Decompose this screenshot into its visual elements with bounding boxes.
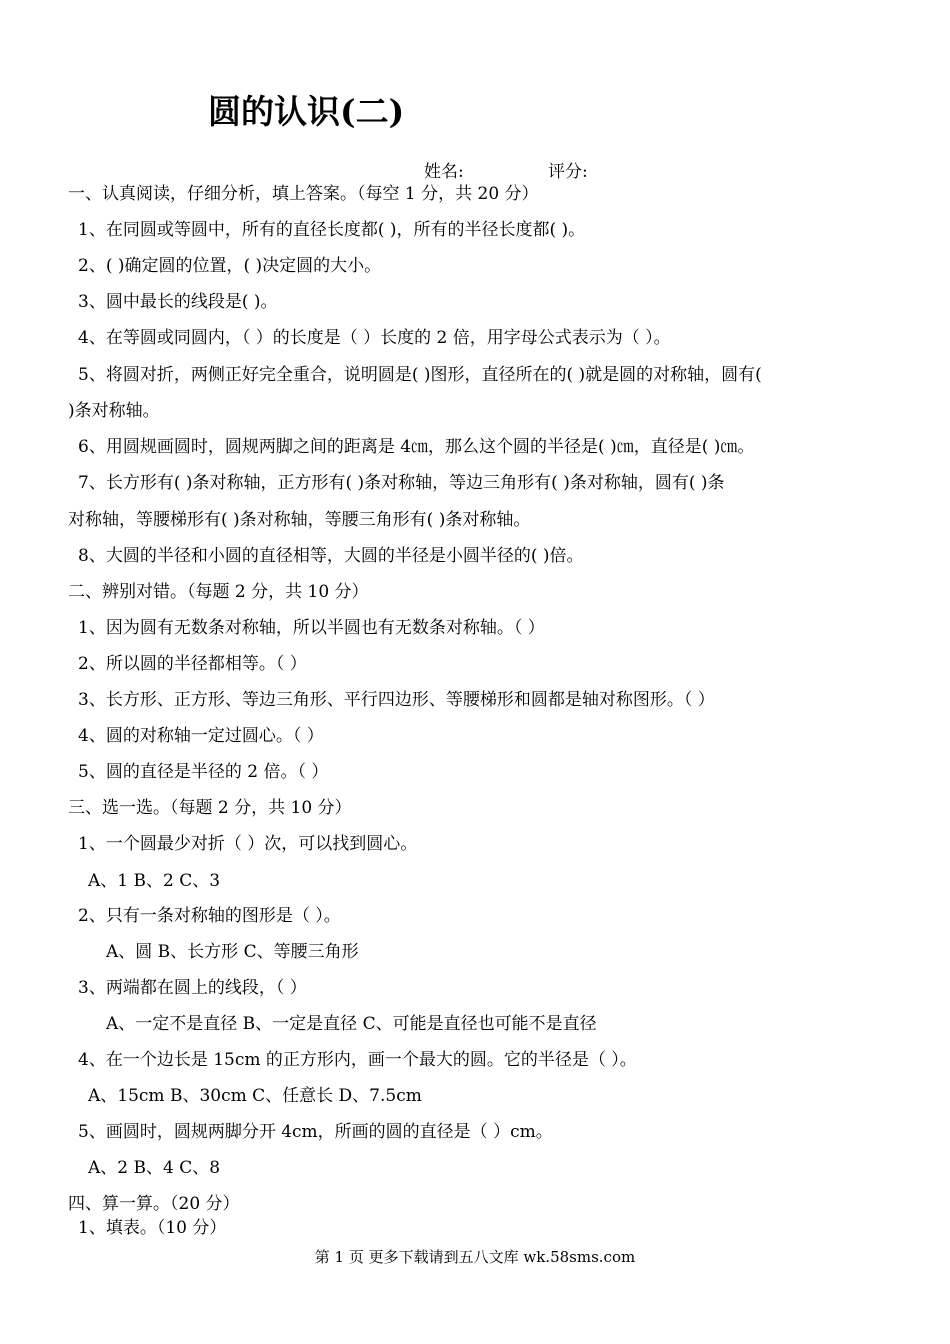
s1-question-7-line2: 对称轴，等腰梯形有( )条对称轴，等腰三角形有( )条对称轴。 bbox=[68, 510, 531, 530]
s1-question-5-line2: )条对称轴。 bbox=[68, 401, 160, 421]
section1-heading: 一、认真阅读，仔细分析，填上答案。（每空 1 分，共 20 分） bbox=[68, 184, 539, 204]
score-label: 评分: bbox=[548, 162, 588, 182]
s1-question-5-line1: 5、将圆对折，两侧正好完全重合，说明圆是( )图形，直径所在的( )就是圆的对称轴，圆有( bbox=[78, 365, 762, 385]
s3-question-1: 1、一个圆最少对折（ ）次，可以找到圆心。 bbox=[78, 834, 418, 854]
s3-question-4: 4、在一个边长是 15cm 的正方形内，画一个最大的圆。它的半径是（ ）。 bbox=[78, 1050, 637, 1070]
s2-question-3: 3、长方形、正方形、等边三角形、平行四边形、等腰梯形和圆都是轴对称图形。（ ） bbox=[78, 690, 715, 710]
s1-question-7-line1: 7、长方形有( )条对称轴，正方形有( )条对称轴，等边三角形有( )条对称轴，圆有( )条 bbox=[78, 473, 725, 493]
page-title: 圆的认识(二) bbox=[208, 92, 405, 131]
s1-question-8: 8、大圆的半径和小圆的直径相等，大圆的半径是小圆半径的( )倍。 bbox=[78, 546, 584, 566]
s4-question-1: 1、填表。（10 分） bbox=[78, 1218, 227, 1238]
s3-question-5-options: A、2 B、4 C、8 bbox=[88, 1158, 221, 1178]
s3-question-2-options: A、圆 B、长方形 C、等腰三角形 bbox=[106, 942, 359, 962]
section4-heading: 四、算一算。（20 分） bbox=[68, 1194, 240, 1214]
s1-question-3: 3、圆中最长的线段是( )。 bbox=[78, 292, 278, 312]
s1-question-2: 2、( )确定圆的位置，( )决定圆的大小。 bbox=[78, 256, 382, 276]
s3-question-3: 3、两端都在圆上的线段，（ ） bbox=[78, 978, 307, 998]
s1-question-6: 6、用圆规画圆时，圆规两脚之间的距离是 4㎝，那么这个圆的半径是( )㎝，直径是( )㎝。 bbox=[78, 437, 755, 457]
s2-question-5: 5、圆的直径是半径的 2 倍。（ ） bbox=[78, 762, 329, 782]
s2-question-2: 2、所以圆的半径都相等。（ ） bbox=[78, 654, 307, 674]
section3-heading: 三、选一选。（每题 2 分，共 10 分） bbox=[68, 798, 352, 818]
s2-question-1: 1、因为圆有无数条对称轴，所以半圆也有无数条对称轴。（ ） bbox=[78, 618, 545, 638]
s3-question-4-options: A、15cm B、30cm C、任意长 D、7.5cm bbox=[88, 1086, 422, 1106]
s2-question-4: 4、圆的对称轴一定过圆心。（ ） bbox=[78, 726, 324, 746]
s1-question-1: 1、在同圆或等圆中，所有的直径长度都( )，所有的半径长度都( )。 bbox=[78, 220, 586, 240]
s3-question-3-options: A、一定不是直径 B、一定是直径 C、可能是直径也可能不是直径 bbox=[106, 1014, 597, 1034]
s3-question-1-options: A、1 B、2 C、3 bbox=[88, 871, 221, 891]
s1-question-4: 4、在等圆或同圆内，（ ）的长度是（ ）长度的 2 倍，用字母公式表示为（ ）。 bbox=[78, 328, 671, 348]
section2-heading: 二、辨别对错。（每题 2 分，共 10 分） bbox=[68, 582, 369, 602]
s3-question-2: 2、只有一条对称轴的图形是（ ）。 bbox=[78, 906, 341, 926]
name-label: 姓名: bbox=[424, 162, 464, 182]
s3-question-5: 5、画圆时，圆规两脚分开 4cm，所画的圆的直径是（ ）cm。 bbox=[78, 1122, 553, 1142]
page-footer: 第 1 页 更多下载请到五八文库 wk.58sms.com bbox=[314, 1248, 636, 1266]
